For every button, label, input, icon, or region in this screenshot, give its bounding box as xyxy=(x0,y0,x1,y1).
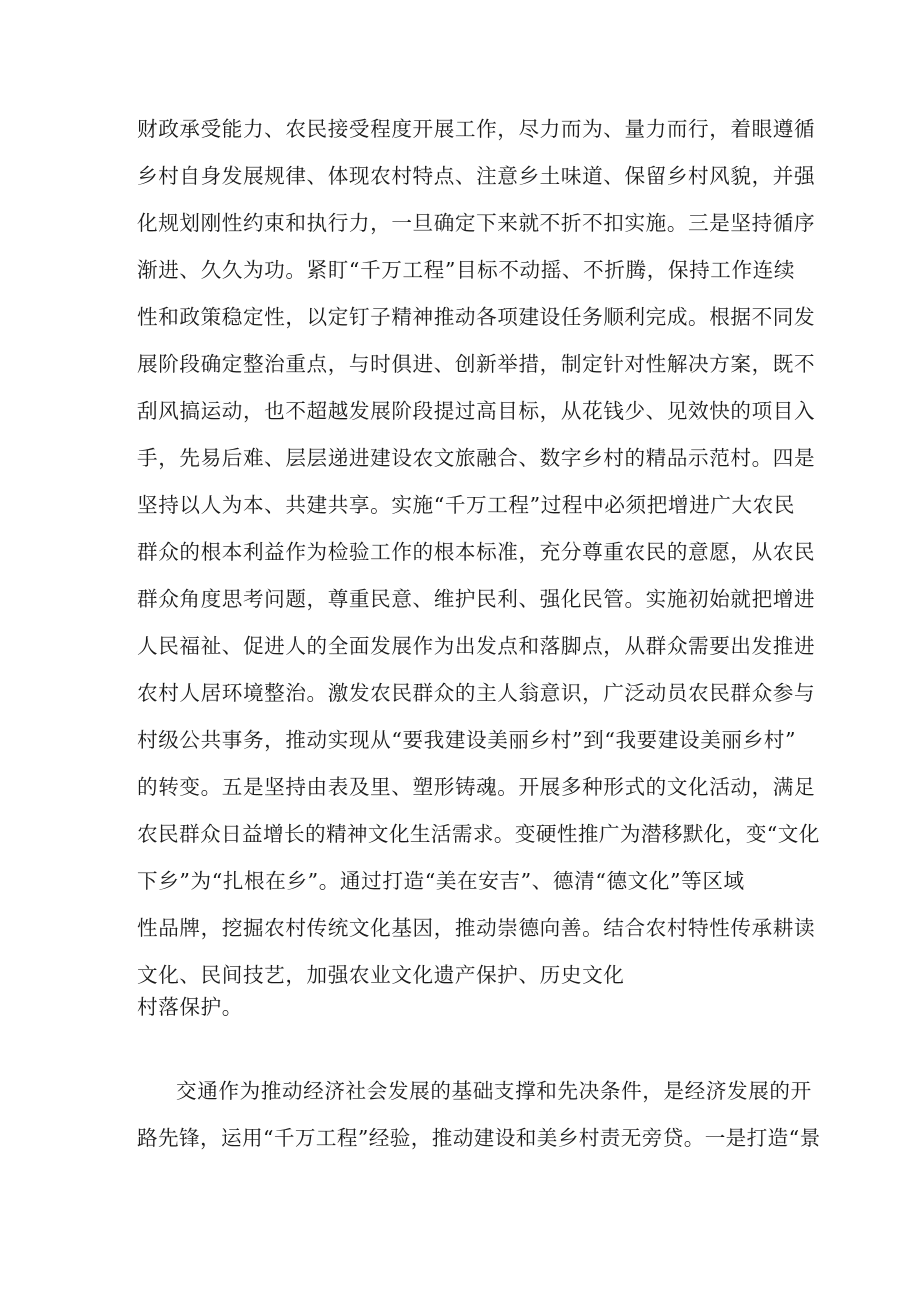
text-line: 村级公共事务，推动实现从“要我建设美丽乡村”到“我要建设美丽乡村” xyxy=(137,728,797,752)
text-line: 交通作为推动经济社会发展的基础支撑和先决条件，是经济发展的开 xyxy=(176,1079,812,1103)
text-line: 农村人居环境整治。激发农民群众的主人翁意识，广泛动员农民群众参与 xyxy=(137,681,816,705)
text-line: 的转变。五是坚持由表及里、塑形铸魂。开展多种形式的文化活动，满足 xyxy=(137,775,816,799)
text-line: 财政承受能力、农民接受程度开展工作，尽力而为、量力而行，着眼遵循 xyxy=(137,117,816,141)
text-line: 渐进、久久为功。紧盯“千万工程”目标不动摇、不折腾，保持工作连续 xyxy=(137,258,796,282)
text-line: 文化、民间技艺，加强农业文化遗产保护、历史文化 xyxy=(137,963,625,987)
text-line: 刮风搞运动，也不超越发展阶段提过高目标，从花钱少、见效快的项目入 xyxy=(137,399,816,423)
text-line: 乡村自身发展规律、体现农村特点、注意乡土味道、保留乡村风貌，并强 xyxy=(137,164,816,188)
text-line: 展阶段确定整治重点，与时俱进、创新举措，制定针对性解决方案，既不 xyxy=(137,352,816,376)
text-line: 手，先易后难、层层递进建设农文旅融合、数字乡村的精品示范村。四是 xyxy=(137,446,816,470)
text-line: 路先锋，运用“千万工程”经验，推动建设和美乡村责无旁贷。一是打造“景 xyxy=(137,1126,821,1150)
text-line: 化规划刚性约束和执行力，一旦确定下来就不折不扣实施。三是坚持循序 xyxy=(137,211,816,235)
text-line: 人民福祉、促进人的全面发展作为出发点和落脚点，从群众需要出发推进 xyxy=(137,634,816,658)
text-line: 性品牌，挖掘农村传统文化基因，推动崇德向善。结合农村特性传承耕读 xyxy=(137,916,816,940)
text-line: 群众角度思考问题，尊重民意、维护民利、强化民管。实施初始就把增进 xyxy=(137,587,816,611)
text-line: 群众的根本利益作为检验工作的根本标准，充分尊重农民的意愿，从农民 xyxy=(137,540,816,564)
text-line: 坚持以人为本、共建共享。实施“千万工程”过程中必须把增进广大农民 xyxy=(137,493,796,517)
text-line: 性和政策稳定性，以定钉子精神推动各项建设任务顺利完成。根据不同发 xyxy=(137,305,816,329)
text-line: 村落保护。 xyxy=(137,995,243,1019)
text-line: 农民群众日益增长的精神文化生活需求。变硬性推广为潜移默化，变“文化 xyxy=(137,822,820,846)
text-line: 下乡”为“扎根在乡”。通过打造“美在安吉”、德清“德文化”等区域 xyxy=(137,869,745,893)
